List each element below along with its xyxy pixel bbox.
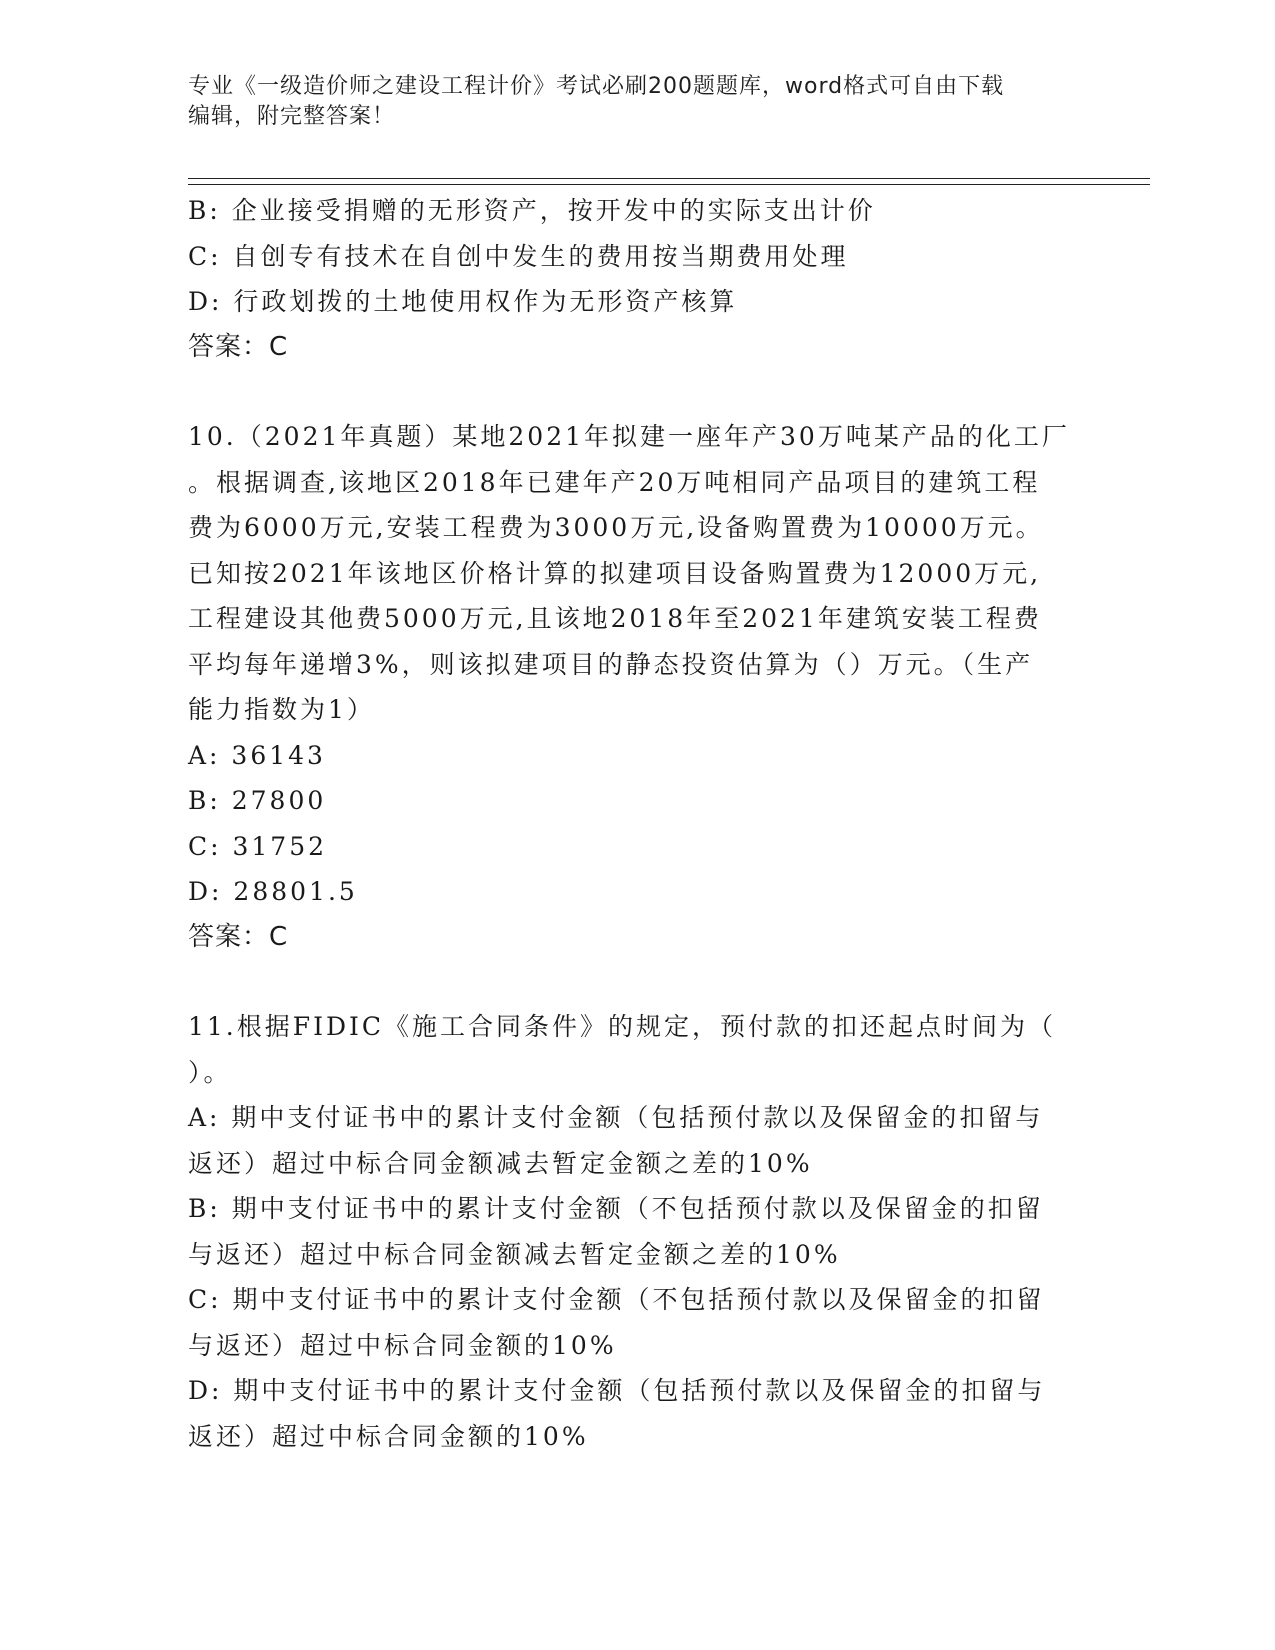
- header-line: 编辑，附完整答案！: [188, 104, 396, 129]
- option-a-line: A: 期中支付证书中的累计支付金额（包括预付款以及保留金的扣留与: [188, 1103, 1044, 1132]
- option-c: C: 自创专有技术在自创中发生的费用按当期费用处理: [188, 241, 849, 271]
- spacer: [188, 960, 1088, 1004]
- option-d-line: 返还）超过中标合同金额的10%: [188, 1421, 589, 1451]
- document-body: [188, 188, 1088, 1459]
- answer-line: 答案：C: [188, 331, 289, 362]
- header-rule-top: [188, 178, 1150, 179]
- option-c-line: C: 期中支付证书中的累计支付金额（不包括预付款以及保留金的扣留: [188, 1285, 1045, 1314]
- question-stem-line: 工程建设其他费5000万元,且该地2018年至2021年建筑安装工程费: [188, 604, 1042, 633]
- question-10: [188, 414, 1088, 960]
- option-d-line: D: 期中支付证书中的累计支付金额（包括预付款以及保留金的扣留与: [188, 1376, 1046, 1405]
- question-stem-line: 。根据调查,该地区2018年已建年产20万吨相同产品项目的建筑工程: [188, 467, 1041, 497]
- question-stem-line: 能力指数为1）: [188, 695, 375, 724]
- option-c: C: 31752: [188, 831, 328, 861]
- option-b: B: 企业接受捐赠的无形资产，按开发中的实际支出计价: [188, 196, 876, 225]
- question-stem-line: 费为6000万元,安装工程费为3000万元,设备购置费为10000万元。: [188, 513, 1044, 542]
- question-stem-line: 11.根据FIDIC《施工合同条件》的规定，预付款的扣还起点时间为（: [188, 1012, 1057, 1041]
- spacer: [188, 370, 1088, 414]
- answer-line: 答案：C: [188, 921, 289, 952]
- question-stem-line: 已知按2021年该地区价格计算的拟建项目设备购置费为12000万元,: [188, 558, 1042, 588]
- option-b: B: 27800: [188, 786, 327, 815]
- page-header: [188, 72, 1068, 132]
- header-rule-bottom: [188, 184, 1150, 185]
- question-stem-line: 10.（2021年真题）某地2021年拟建一座年产30万吨某产品的化工厂: [188, 422, 1070, 451]
- header-line: 专业《一级造价师之建设工程计价》考试必刷200题题库，word格式可自由下载: [188, 74, 1005, 99]
- option-b-line: B: 期中支付证书中的累计支付金额（不包括预付款以及保留金的扣留: [188, 1194, 1044, 1223]
- question-stem-line: ）。: [188, 1057, 232, 1087]
- option-a: A: 36143: [188, 740, 326, 770]
- option-d: D: 行政划拨的土地使用权作为无形资产核算: [188, 287, 738, 316]
- question-11: [188, 1004, 1088, 1459]
- question-stem-line: 平均每年递增3%，则该拟建项目的静态投资估算为（）万元。（生产: [188, 649, 1034, 679]
- previous-question: [188, 188, 1088, 370]
- option-c-line: 与返还）超过中标合同金额的10%: [188, 1330, 617, 1360]
- option-d: D: 28801.5: [188, 877, 358, 906]
- option-b-line: 与返还）超过中标合同金额减去暂定金额之差的10%: [188, 1239, 841, 1269]
- option-a-line: 返还）超过中标合同金额减去暂定金额之差的10%: [188, 1148, 813, 1178]
